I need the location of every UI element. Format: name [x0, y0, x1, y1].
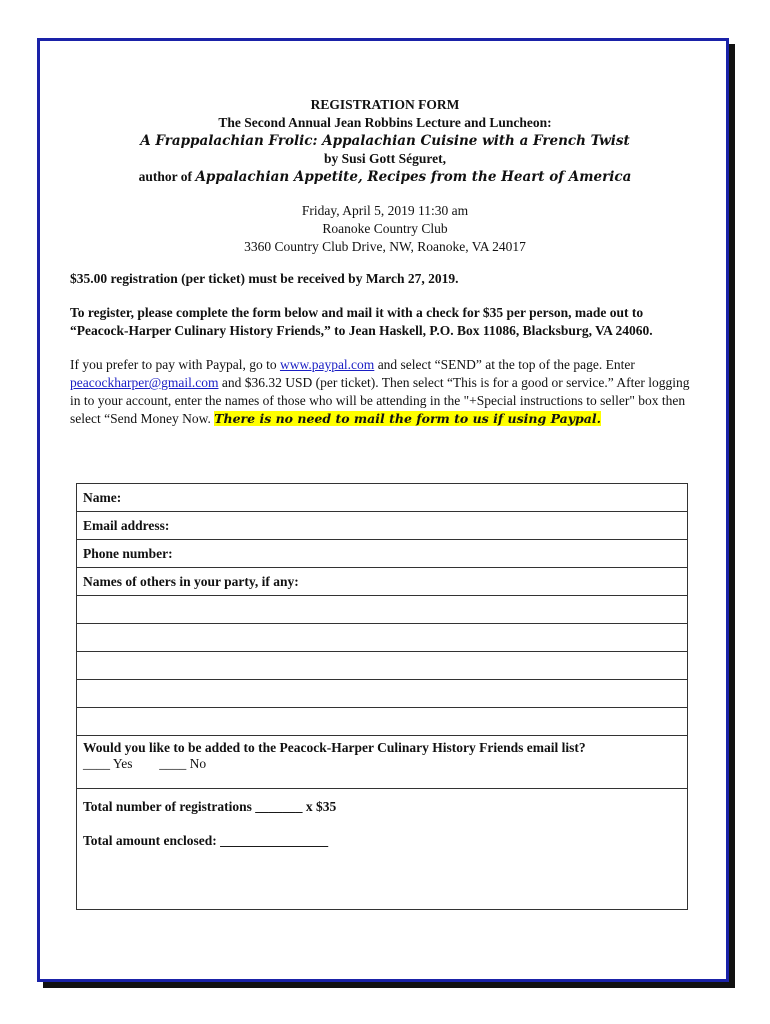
others-blank-row[interactable] — [77, 624, 688, 652]
others-blank-row[interactable] — [77, 596, 688, 624]
paypal-link[interactable]: www.paypal.com — [279, 357, 375, 372]
paypal-text-1: If you prefer to pay with Paypal, go to — [70, 357, 280, 372]
paypal-highlight: There is no need to mail the form to us if using Paypal. — [214, 411, 601, 426]
registration-table — [76, 483, 688, 910]
name-field[interactable]: Name: — [77, 484, 688, 512]
author-line — [70, 168, 700, 186]
page-border — [37, 38, 729, 982]
fee-notice: $35.00 registration (per ticket) must be received by March 27, 2019. — [70, 271, 459, 286]
lecture-title: A Frappalachian Frolic: Appalachian Cuisine with a French Twist — [140, 133, 630, 149]
by-line: by Susi Gott Séguret, — [323, 151, 446, 166]
email-field[interactable]: Email address: — [77, 512, 688, 540]
others-label[interactable]: Names of others in your party, if any: — [77, 568, 688, 596]
mailing-list-cell — [77, 736, 688, 789]
others-blank-row[interactable] — [77, 680, 688, 708]
event-venue: Roanoke Country Club — [322, 221, 448, 236]
mailing-options — [83, 756, 681, 772]
mail-instructions: To register, please complete the form below and mail it with a check for $35 per person, made out to “Peacock-Harper Culinary History Friends,” to Jean Haskell, P.O. Box 11086, Blacksburg, VA 24060. — [70, 305, 653, 338]
others-blank-row[interactable] — [77, 708, 688, 736]
paypal-text-2: and select “SEND” at the top of the page. Enter — [374, 357, 635, 372]
paypal-email-link[interactable]: peacockharper@gmail.com — [70, 375, 219, 390]
others-blank-row[interactable] — [77, 652, 688, 680]
author-prefix: author of — [138, 169, 193, 184]
total-amount[interactable]: Total amount enclosed: ________________ — [83, 833, 329, 848]
document-body — [70, 96, 700, 428]
event-name: The Second Annual Jean Robbins Lecture and Luncheon: — [218, 115, 552, 130]
yes-option[interactable]: ____ Yes — [83, 756, 133, 771]
form-title: REGISTRATION FORM — [310, 97, 460, 112]
event-datetime: Friday, April 5, 2019 11:30 am — [301, 203, 469, 218]
paypal-instructions — [70, 356, 700, 428]
totals-cell — [77, 789, 688, 910]
book-title: Appalachian Appetite, Recipes from the Heart of America — [195, 169, 632, 185]
event-address: 3360 Country Club Drive, NW, Roanoke, VA 24017 — [244, 239, 526, 254]
no-option[interactable]: ____ No — [159, 756, 207, 771]
phone-field[interactable]: Phone number: — [77, 540, 688, 568]
paypal-text-3: and $36.32 USD (per ticket). Then select “This is for a good or service.” After logging in to your account, enter the names of those who will be attending in the "+Special instructions to seller" box then select “Send Money Now. — [70, 375, 690, 426]
total-registrations[interactable]: Total number of registrations _______ x $35 — [83, 799, 337, 814]
mailing-question: Would you like to be added to the Peacock-Harper Culinary History Friends email list? — [83, 740, 586, 755]
